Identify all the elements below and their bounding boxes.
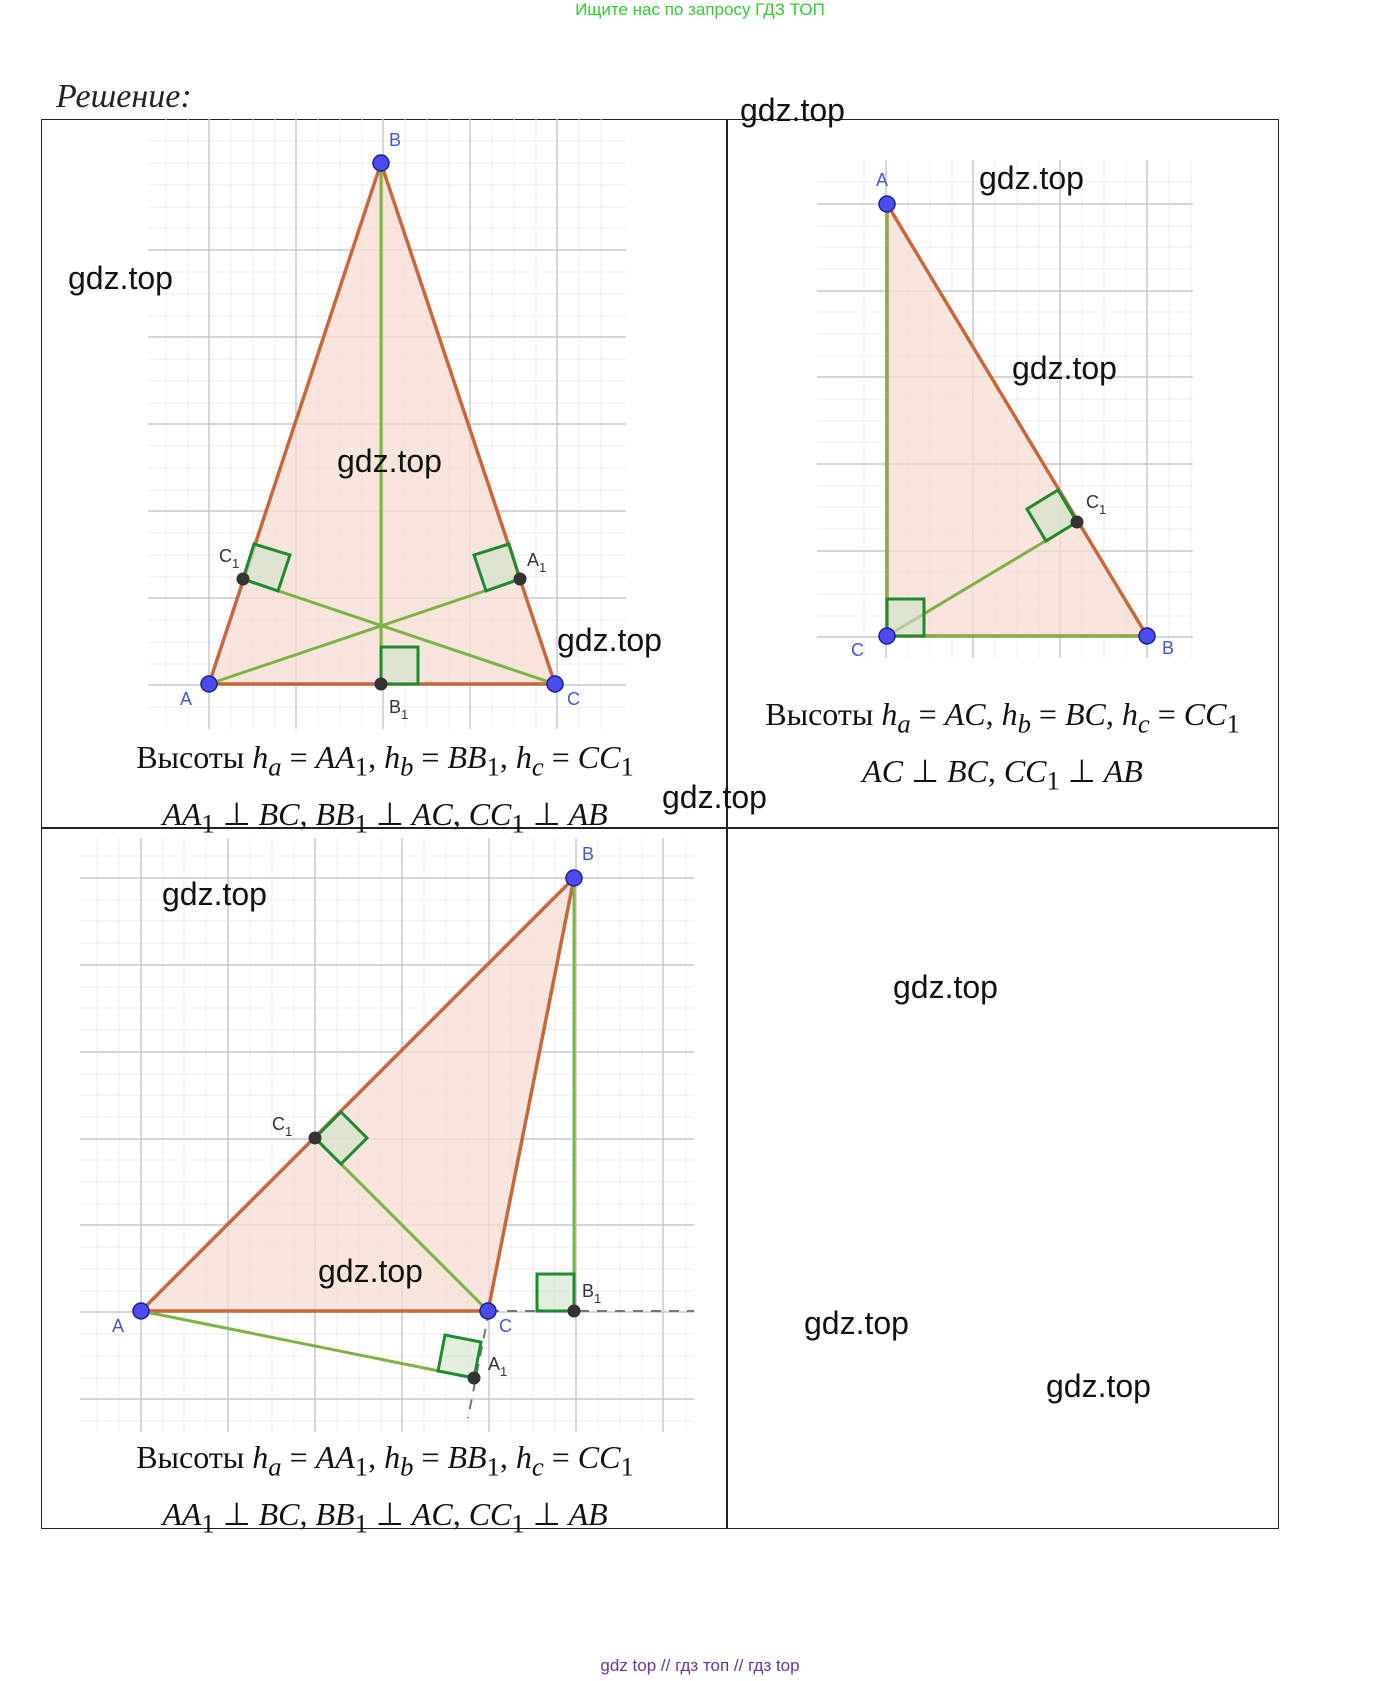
figure-2-point-B — [1139, 628, 1155, 644]
figure-3-point-A1 — [468, 1372, 481, 1385]
figure-2-label-A: A — [876, 170, 889, 190]
watermark: gdz.top — [162, 876, 267, 912]
watermark: gdz.top — [68, 260, 173, 296]
cell-bottom-right — [726, 827, 1279, 1529]
figure-2-diagram — [817, 160, 1193, 658]
figure-3-point-B — [566, 870, 582, 886]
figure-2-label-C: C — [851, 640, 864, 658]
figure-1-point-B1 — [375, 678, 388, 691]
figure-3-label-C: C — [499, 1316, 512, 1336]
top-banner: Ищите нас по запросу ГДЗ ТОП — [575, 0, 825, 19]
figure-2-point-C — [879, 628, 895, 644]
figure-3-point-B1 — [568, 1305, 581, 1318]
figure-1-label-B1: $B_1$ — [389, 697, 409, 722]
figure-1-diagram — [148, 119, 626, 729]
figure-2-caption — [740, 690, 1265, 805]
watermark: gdz.top — [1012, 350, 1117, 386]
figure-1-label-A1: $A_1$ — [527, 550, 547, 575]
figure-1-caption-line2: $AA_1$ ⊥ BC, $BB_1$ ⊥ AC, $CC_1$ ⊥ AB — [162, 796, 608, 839]
figure-1-label-C: C — [567, 689, 580, 709]
figure-2-label-B: B — [1162, 638, 1175, 658]
figure-1-point-B — [373, 155, 389, 171]
figure-1-label-B: B — [389, 130, 402, 150]
figure-1-right-angle-B1 — [381, 647, 418, 684]
watermark: gdz.top — [662, 779, 767, 815]
figure-2-label-C1: $C_1$ — [1086, 492, 1107, 517]
watermark: gdz.top — [1046, 1368, 1151, 1404]
figure-3-label-C1: $C_1$ — [272, 1114, 293, 1139]
figure-1-caption — [60, 733, 710, 848]
watermark: gdz.top — [804, 1305, 909, 1341]
figure-1-point-C1 — [237, 573, 250, 586]
watermark: gdz.top — [557, 622, 662, 658]
footer-links[interactable]: gdz top // гдз топ // гдз top — [600, 1656, 800, 1675]
figure-3-point-A — [133, 1303, 149, 1319]
figure-3-caption-line1: Высоты $h_a = AA_1$, $h_b = BB_1$, $h_c = CC_1$ — [136, 1439, 634, 1482]
figure-3-point-C1 — [309, 1132, 322, 1145]
watermark: gdz.top — [979, 160, 1084, 196]
watermark: gdz.top — [318, 1253, 423, 1289]
figure-1-point-A — [201, 676, 217, 692]
figure-3-caption — [60, 1433, 710, 1548]
figure-3-label-A1: $A_1$ — [488, 1354, 508, 1379]
figure-1-point-C — [547, 676, 563, 692]
figure-2-point-A — [879, 196, 895, 212]
solution-heading: Решение: — [56, 78, 192, 115]
figure-1-caption-line1: Высоты $h_a = AA_1$, $h_b = BB_1$, $h_c = CC_1$ — [136, 739, 634, 782]
figure-3-point-C — [480, 1303, 496, 1319]
figure-3-caption-line2: $AA_1$ ⊥ BC, $BB_1$ ⊥ AC, $CC_1$ ⊥ AB — [162, 1496, 608, 1539]
watermark: gdz.top — [893, 969, 998, 1005]
figure-1-point-A1 — [514, 573, 527, 586]
figure-3-right-angle-B1 — [537, 1274, 574, 1311]
figure-2-point-C1 — [1071, 516, 1084, 529]
figure-3-label-B: B — [582, 844, 595, 864]
figure-1-label-A: A — [180, 689, 193, 709]
watermark: gdz.top — [337, 443, 442, 479]
figure-3-diagram — [80, 838, 694, 1432]
figure-2-caption-line1: Высоты $h_a$ = AC, $h_b$ = BC, $h_c = CC_1$ — [765, 696, 1240, 739]
figure-3-label-A: A — [112, 1316, 125, 1336]
figure-2-caption-line2: AC ⊥ BC, $CC_1$ ⊥ AB — [862, 753, 1143, 796]
figure-3-label-B1: $B_1$ — [582, 1281, 602, 1306]
figure-1-label-C1: $C_1$ — [219, 546, 240, 571]
watermark: gdz.top — [740, 92, 845, 128]
